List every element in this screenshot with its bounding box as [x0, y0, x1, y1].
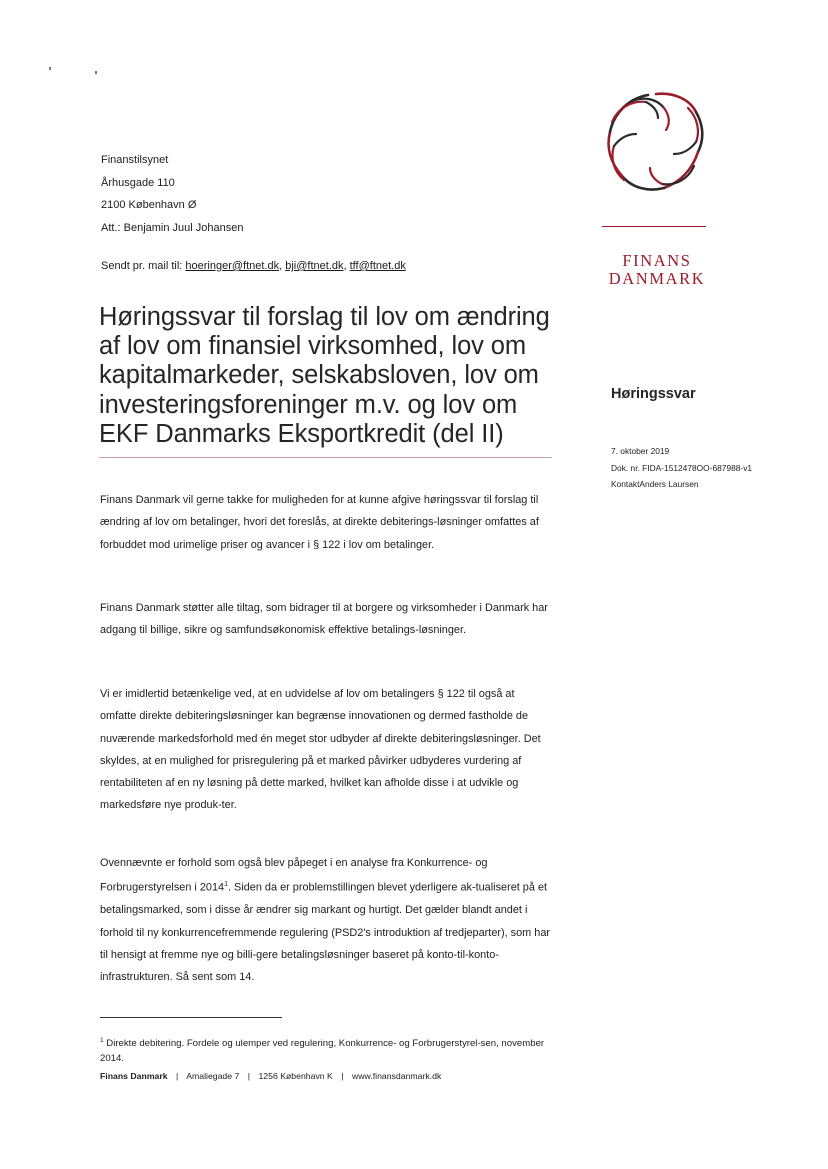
email-link-hoeringer[interactable]: hoeringer@ftnet.dk [185, 260, 280, 272]
footer-website: www.finansdanmark.dk [351, 1071, 442, 1081]
document-meta [611, 443, 752, 493]
document-number: Dok. nr. FIDA-1512478OO-687988-v1 [611, 462, 753, 473]
title-line: EKF Danmarks Eksportkredit (del II) [99, 419, 504, 448]
logo-divider [602, 226, 706, 227]
brand-line-2: DANMARK [608, 269, 706, 288]
brand-wordmark [601, 252, 713, 288]
footer-postal: 1256 København K [258, 1071, 333, 1081]
brand-line-1: FINANS [622, 251, 692, 270]
title-line: Høringssvar til forslag til lov om ændring [99, 303, 550, 331]
scan-speck [95, 71, 97, 74]
scan-speck [49, 67, 51, 70]
footer-separator: | [247, 1071, 251, 1081]
recipient-attention: Att.: Benjamin Juul Johansen [101, 221, 244, 234]
recipient-name: Finanstilsynet [101, 154, 169, 166]
interlocking-rings-logo-icon [600, 88, 712, 196]
email-link-tff[interactable]: tff@ftnet.dk [349, 260, 406, 272]
sent-prefix: Sendt pr. mail til: [101, 260, 183, 272]
paragraph-text: Finans Danmark støtter alle tiltag, som bidrager til at borgere og virksomheder i Danmark har adgang til billige, sikre og samfundsøkonomisk effektive betalings-løsninger. [100, 602, 548, 637]
paragraph-text [100, 852, 552, 988]
body-paragraph-2 [100, 597, 552, 642]
sent-by-mail-line: Sendt pr. mail til: hoeringer@ftnet.dk, bji@ftnet.dk, tff@ftnet.dk [101, 260, 406, 272]
email-link-bji[interactable]: bji@ftnet.dk [285, 260, 344, 272]
footer-separator: | [176, 1071, 179, 1081]
title-divider [99, 457, 552, 458]
document-date: 7. oktober 2019 [611, 446, 670, 456]
document-contact: KontaktAnders Laursen [611, 479, 699, 489]
recipient-address [101, 149, 243, 239]
paragraph-text: Vi er imidlertid betænkelige ved, at en udvidelse af lov om betalingers § 122 til også at omfatte direkte debiteringsløsninger kan begrænse innovationen og dermed fastholde de nuværende markedsforhold med én meget stor udbyder af direkte debiteringsløsninger. Det skyldes, at en mulighed for prisregulering på et marked påvirker udbyderes vurdering af rentabiliteten af en ny løsning på dette marked, hvilket kan afholde disse i at udvikle og markedsføre nye produk-ter. [100, 688, 541, 812]
footnote-divider [100, 1017, 282, 1018]
document-type: Høringssvar [611, 386, 696, 402]
title-line: kapitalmarkeder, selskabsloven, lov om [99, 361, 539, 390]
paragraph-text-part: . Siden da er problemstillingen blevet yderligere ak-tualiseret på et betalingsmarked, som i disse år ændrer sig markant og hurtigt. Det gælder blandt andet i forhold til ny konkurrencefremmende regulering (PSD2's introduktion af tredjeparter), som har til hensigt at fremme nye og billi-gere betalingsløsninger baseret på konto-til-konto-infrastrukturen. Så sent som 14. [100, 881, 551, 984]
paragraph-text-part: Ovennævnte er forhold som også blev påpeget i en analyse fra Konkurrence- og Forbrugerstyrelsen i 2014 [100, 857, 488, 894]
footnote-text: Direkte debitering. Fordele og ulemper ved regulering, Konkurrence- og Forbrugerstyrel-sen, november 2014. [100, 1038, 545, 1065]
body-paragraph-4 [100, 852, 552, 988]
page-footer [100, 1071, 441, 1081]
footnote-marker: 1 [100, 1037, 104, 1044]
body-paragraph-3 [100, 683, 552, 817]
document-title [99, 303, 569, 449]
recipient-street: Århusgade 110 [101, 176, 175, 189]
paragraph-text: Finans Danmark vil gerne takke for muligheden for at kunne afgive høringssvar til forslag til ændring af lov om betalinger, hvori det foreslås, at direkte debiterings-løsninger omfattes af forbuddet mod urimelige priser og avancer i § 122 i lov om betalinger. [100, 494, 539, 551]
title-line: af lov om finansiel virksomhed, lov om [99, 332, 527, 361]
footnote-reference: 1 [224, 881, 228, 889]
footer-separator: | [341, 1071, 344, 1081]
footer-brand: Finans Danmark [100, 1071, 168, 1081]
footer-address: Amaliegade 7 [186, 1071, 240, 1081]
body-paragraph-1 [100, 489, 552, 556]
title-line: investeringsforeninger m.v. og lov om [99, 390, 518, 419]
footnote [100, 1033, 550, 1066]
recipient-city: 2100 København Ø [101, 199, 197, 211]
